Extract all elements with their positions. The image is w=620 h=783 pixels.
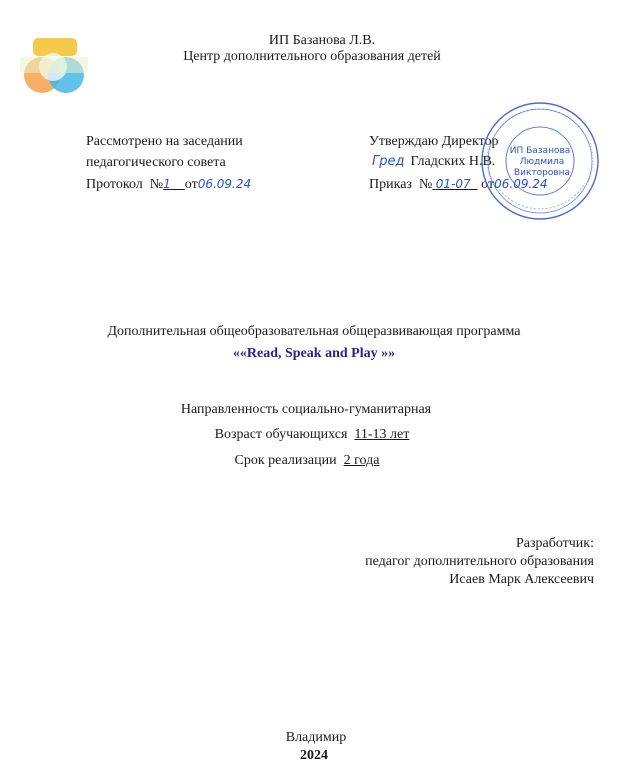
developer-name: Исаев Марк Алексеевич [449, 572, 594, 587]
director-signature: Гред [372, 154, 405, 169]
protocol-number-field [163, 177, 185, 192]
term-label: Срок реализации [234, 453, 337, 468]
approval-right-line1: Утверждаю Директор [369, 134, 499, 149]
org-name: ИП Базанова Л.В. [268, 33, 376, 48]
order-no-prefix: № [418, 177, 433, 192]
org-center-name: Центр дополнительного образования детей [183, 49, 441, 64]
stamp-center-line3: Викторовна [513, 168, 571, 178]
developer-position: педагог дополнительного образования [365, 554, 594, 569]
age-value: 11-13 лет [354, 427, 410, 442]
age-line [2, 427, 620, 443]
approval-left-line2: педагогического совета [86, 155, 226, 170]
protocol-line [86, 177, 251, 193]
order-date: 06.09.24 [494, 177, 548, 191]
protocol-date: 06.09.24 [197, 177, 252, 191]
program-title: ««Read, Speak and Play »» [232, 346, 396, 361]
protocol-label: Протокол [86, 177, 143, 192]
stamp-center-line2: Людмила [519, 157, 565, 167]
order-number-field [432, 177, 477, 192]
order-label: Приказ [369, 177, 412, 192]
program-line1: Дополнительная общеобразовательная общеразвивающая программа [107, 324, 521, 339]
program-direction: Направленность социально-гуманитарная [180, 402, 432, 417]
director-line [372, 154, 495, 170]
protocol-no-prefix: № [149, 177, 164, 192]
footer-city: Владимир [285, 730, 347, 745]
protocol-from-label: от [184, 177, 198, 192]
approval-left-line1: Рассмотрено на заседании [86, 134, 243, 149]
order-number: 01-07 [435, 177, 471, 191]
age-label: Возраст обучающихся [214, 427, 348, 442]
term-line [0, 453, 617, 469]
term-value: 2 года [343, 453, 380, 468]
director-name: Гладских Н.В. [410, 154, 496, 169]
footer-year: 2024 [300, 748, 328, 763]
order-from-label: от [481, 177, 495, 192]
seal-stamp [480, 93, 620, 243]
stamp-center-line1: ИП Базанова [509, 146, 571, 156]
protocol-number: 1 [163, 177, 171, 191]
developer-label: Разработчик: [515, 536, 594, 551]
